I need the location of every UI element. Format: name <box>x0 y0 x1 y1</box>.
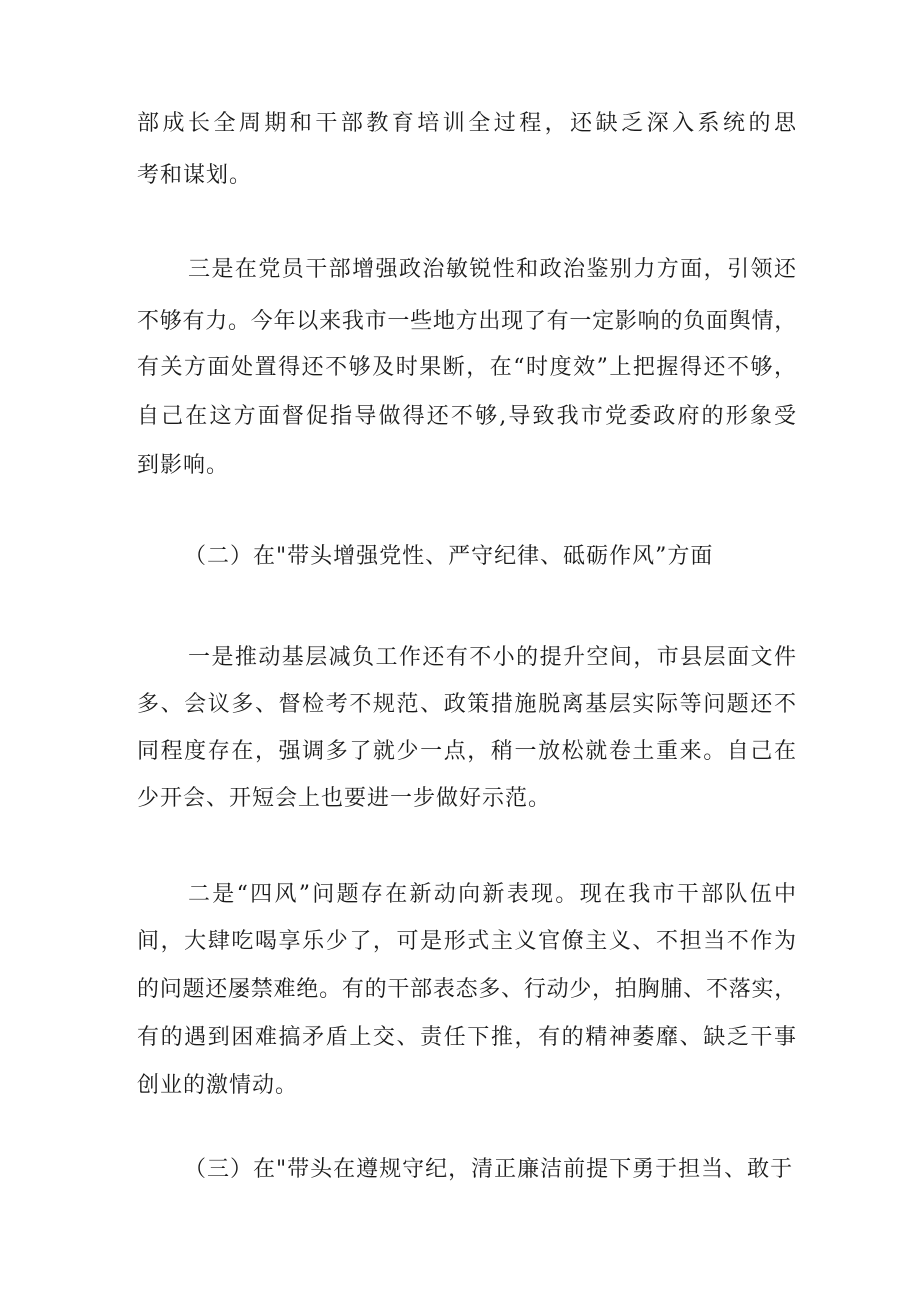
paragraph-line: 少开会、开短会上也要进一步做好示范。 <box>137 786 552 811</box>
paragraph-line: 间，大肆吃喝享乐少了，可是形式主义官僚主义、不担当不作为 <box>137 929 797 954</box>
section-heading: （二）在"带头增强党性、严守纪律、砥砺作风”方面 <box>184 544 714 569</box>
paragraph-line: 一是推动基层减负工作还有不小的提升空间，市县层面文件 <box>188 645 797 670</box>
paragraph-line: 部成长全周期和干部教育培训全过程，还缺乏深入系统的思 <box>137 111 797 136</box>
paragraph-line: 自己在这方面督促指导做得还不够,导致我市党委政府的形象受 <box>137 404 797 429</box>
paragraph-line: 不够有力。今年以来我市一些地方出现了有一定影响的负面舆情， <box>137 309 797 334</box>
paragraph-line: 的问题还屡禁难绝。有的干部表态多、行动少，拍胸脯、不落实， <box>137 977 797 1002</box>
paragraph-line: 多、会议多、督检考不规范、政策措施脱离基层实际等问题还不 <box>137 692 797 717</box>
paragraph-line: 考和谋划。 <box>137 163 253 188</box>
section-heading: （三）在"带头在遵规守纪，清正廉洁前提下勇于担当、敢于 <box>184 1157 794 1182</box>
paragraph-line: 创业的激情动。 <box>137 1073 299 1098</box>
paragraph-line: 三是在党员干部增强政治敏锐性和政治鉴别力方面，引领还 <box>188 257 797 282</box>
paragraph-line: 到影响。 <box>137 453 230 478</box>
paragraph-line: 二是“四风”问题存在新动向新表现。现在我市干部队伍中 <box>188 882 797 907</box>
paragraph-line: 有的遇到困难搞矛盾上交、责任下推，有的精神萎靡、缺乏干事 <box>137 1025 797 1050</box>
paragraph-line: 同程度存在，强调多了就少一点，稍一放松就卷土重来。自己在 <box>137 739 797 764</box>
paragraph-line: 有关方面处置得还不够及时果断，在“时度效”上把握得还不够， <box>137 355 797 380</box>
